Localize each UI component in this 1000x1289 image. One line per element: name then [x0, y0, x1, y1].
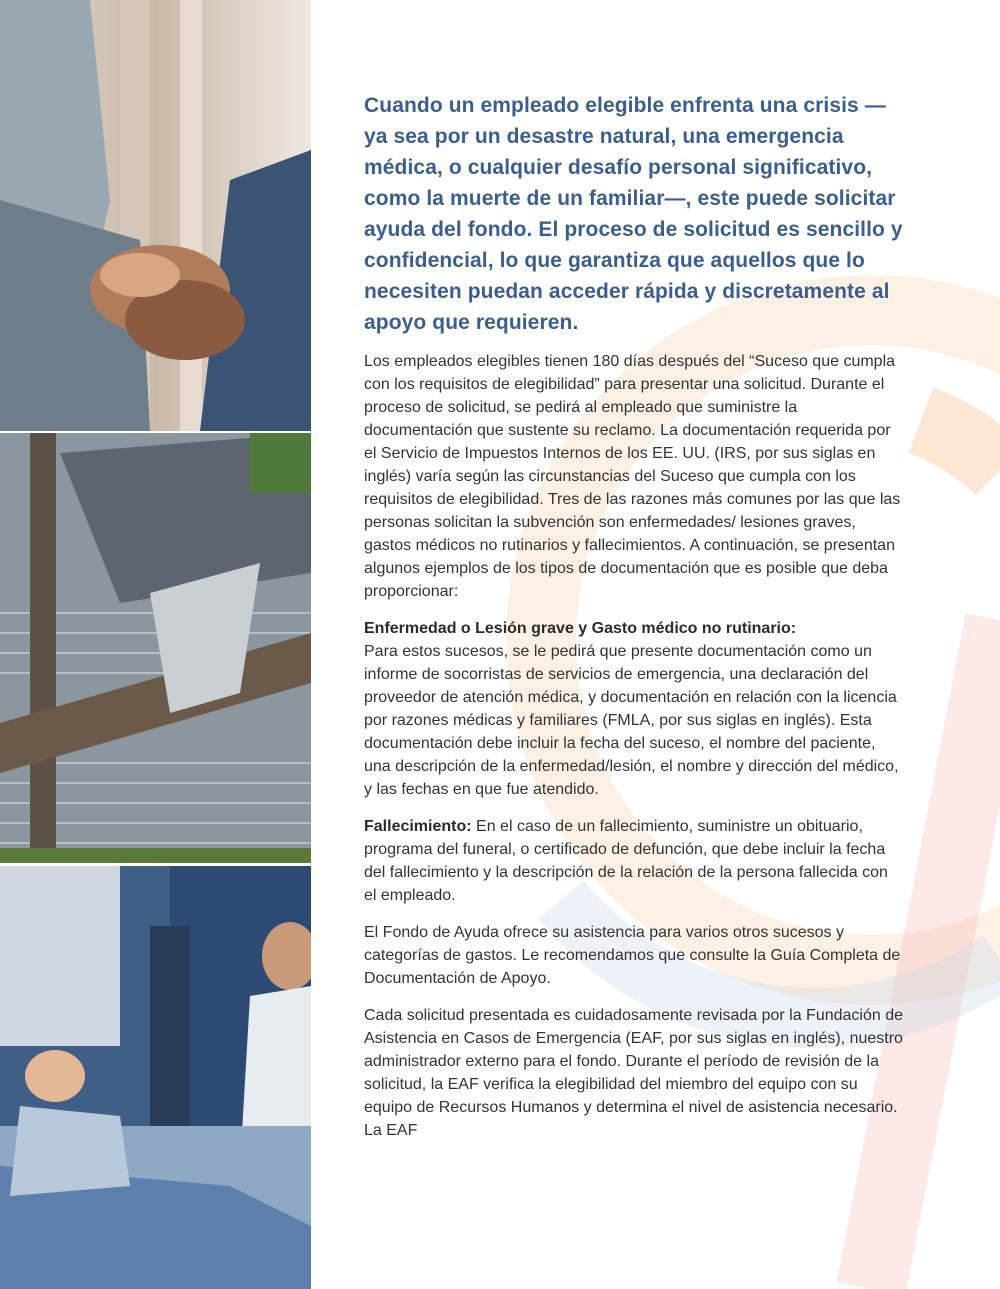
paragraph-review: Cada solicitud presentada es cuidadosamente revisada por la Fundación de Asistencia en Casos de Emergencia (EAF, por sus siglas en inglés), nuestro administrador externo para el fondo. Durante el período de revisión de la solicitud, la EAF verifica la elegibilidad del miembro del equipo con su equipo de Recursos Humanos y determina el nivel de asistencia necesario. La EAF	[364, 1007, 904, 1139]
paragraph-other-events: El Fondo de Ayuda ofrece su asistencia para varios otros sucesos y categorías de gastos. Le recomendamos que consulte la Guía Completa de Documentación de Apoyo.	[364, 924, 901, 987]
death-body: En el caso de un fallecimiento, suministre un obituario, programa del funeral, o certificado de defunción, que debe incluir la fecha del fallecimiento y la descripción de la relación de la persona fallecida con el empleado.	[364, 818, 888, 904]
photo-holding-hands	[0, 0, 311, 431]
photo-hospital-patient-doctor	[0, 866, 311, 1289]
paragraph-eligibility: Los empleados elegibles tienen 180 días después del “Suceso que cumpla con los requisitos de elegibilidad” para presentar una solicitud. Durante el proceso de solicitud, se pedirá al empleado que suministre la documentación que sustente su reclamo. La documentación requerida por el Servicio de Impuestos Internos de los EE. UU. (IRS, por sus siglas en inglés) varía según las circunstancias del Suceso que cumpla con los requisitos de elegibilidad. Tres de las razones más comunes por las que las personas solicitan la subvención son enfermedades/ lesiones graves, gastos médicos no rutinarios y fallecimientos. A continuación, se presentan algunos ejemplos de los tipos de documentación que es posible que deba proporcionar:	[364, 353, 901, 600]
death-heading: Fallecimiento:	[364, 818, 472, 835]
article-content	[364, 90, 904, 1156]
lead-paragraph: Cuando un empleado elegible enfrenta una crisis —ya sea por un desastre natural, una emergencia médica, o cualquier desafío personal significativo, como la muerte de un familiar—, este puede solicitar ayuda del fondo. El proceso de solicitud es sencillo y confidencial, lo que garantiza que aquellos que lo necesiten puedan acceder rápida y discretamente al apoyo que requieren.	[364, 94, 903, 334]
paragraph-death	[364, 815, 904, 907]
illness-body: Para estos sucesos, se le pedirá que presente documentación como un informe de socorristas de servicios de emergencia, una declaración del proveedor de atención médica, y documentación en relación con la licencia por razones médicas y familiares (FMLA, por sus siglas en inglés). Esta documentación debe incluir la fecha del suceso, el nombre del paciente, una descripción de la enfermedad/lesión, el nombre y dirección del médico, y las fechas en que fue atendido.	[364, 643, 899, 798]
illness-heading: Enfermedad o Lesión grave y Gasto médico no rutinario:	[364, 620, 797, 637]
photo-column	[0, 0, 311, 1289]
photo-fallen-tree-house	[0, 433, 311, 863]
paragraph-illness	[364, 617, 904, 801]
